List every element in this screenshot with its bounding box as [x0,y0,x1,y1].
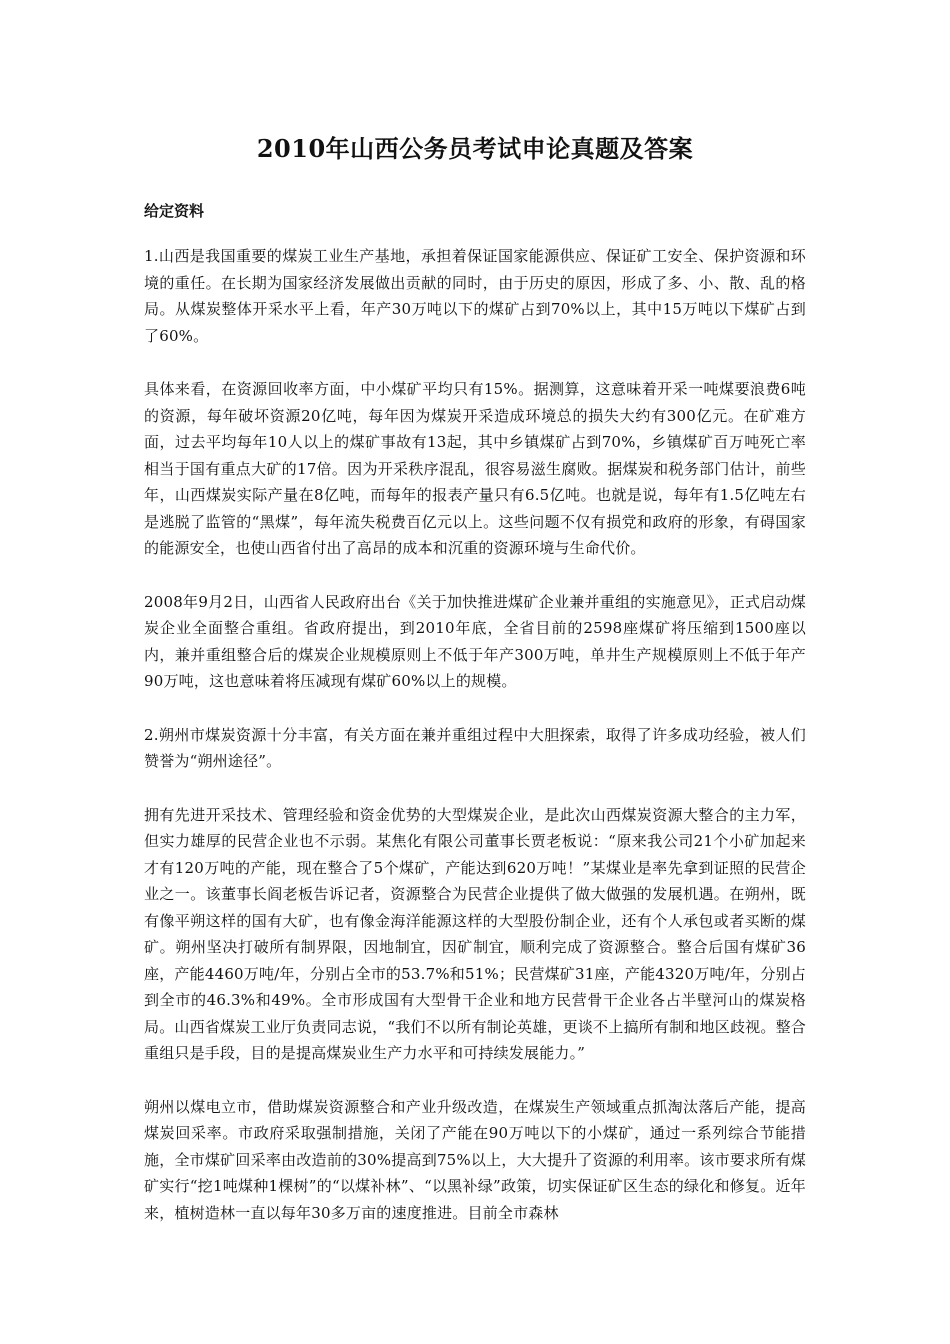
paragraph-6: 朔州以煤电立市，借助煤炭资源整合和产业升级改造，在煤炭生产领域重点抓淘汰落后产能，提高煤炭回采率。市政府采取强制措施，关闭了产能在90万吨以下的小煤矿，通过一系列综合节能措施，全市煤矿回采率由改造前的30%提高到75%以上，大大提升了资源的利用率。该市要求所有煤矿实行“挖1吨煤种1棵树”的“以煤补林”、“以黑补绿”政策，切实保证矿区生态的绿化和修复。近年来，植树造林一直以每年30多万亩的速度推进。目前全市森林 [144,1097,806,1222]
paragraph-4: 2.朔州市煤炭资源十分丰富，有关方面在兼并重组过程中大胆探索，取得了许多成功经验，被人们赞誉为“朔州途径”。 [144,725,806,770]
paragraph-2: 具体来看，在资源回收率方面，中小煤矿平均只有15%。据测算，这意味着开采一吨煤要浪费6吨的资源，每年破坏资源20亿吨，每年因为煤炭开采造成环境总的损失大约有300亿元。在矿难方面，过去平均每年10人以上的煤矿事故有13起，其中乡镇煤矿占到70%，乡镇煤矿百万吨死亡率相当于国有重点大矿的17倍。因为开采秩序混乱，很容易滋生腐败。据煤炭和税务部门估计，前些年，山西煤炭实际产量在8亿吨，而每年的报表产量只有6.5亿吨。也就是说，每年有1.5亿吨左右是逃脱了监管的“黑煤”，每年流失税费百亿元以上。这些问题不仅有损党和政府的形象，有碍国家的能源安全，也使山西省付出了高昂的成本和沉重的资源环境与生命代价。 [144,380,806,557]
paragraph-1: 1.山西是我国重要的煤炭工业生产基地，承担着保证国家能源供应、保证矿工安全、保护资源和环境的重任。在长期为国家经济发展做出贡献的同时，由于历史的原因，形成了多、小、散、乱的格局。从煤炭整体开采水平上看，年产30万吨以下的煤矿占到70%以上，其中15万吨以下煤矿占到了60%。 [144,247,806,345]
paragraph-3: 2008年9月2日，山西省人民政府出台《关于加快推进煤矿企业兼并重组的实施意见》，正式启动煤炭企业全面整合重组。省政府提出，到2010年底，全省目前的2598座煤矿将压缩到1500座以内，兼并重组整合后的煤炭企业规模原则上不低于年产300万吨，单井生产规模原则上不低于年产90万吨，这也意味着将压减现有煤矿60%以上的规模。 [144,592,806,690]
section-heading: 给定资料 [144,202,205,220]
document-title: 2010年山西公务员考试申论真题及答案 [256,134,694,163]
document-body [144,243,806,1253]
paragraph-5: 拥有先进开采技术、管理经验和资金优势的大型煤炭企业，是此次山西煤炭资源大整合的主力军，但实力雄厚的民营企业也不示弱。某焦化有限公司董事长贾老板说：“原来我公司21个小矿加起来才有120万吨的产能，现在整合了5个煤矿，产能达到620万吨！”某煤业是率先拿到证照的民营企业之一。该董事长阎老板告诉记者，资源整合为民营企业提供了做大做强的发展机遇。在朔州，既有像平朔这样的国有大矿，也有像金海洋能源这样的大型股份制企业，还有个人承包或者买断的煤矿。朔州坚决打破所有制界限，因地制宜，因矿制宜，顺利完成了资源整合。整合后国有煤矿36座，产能4460万吨/年，分别占全市的53.7%和51%；民营煤矿31座，产能4320万吨/年，分别占到全市的46.3%和49%。全市形成国有大型骨干企业和地方民营骨干企业各占半壁河山的煤炭格局。山西省煤炭工业厅负责同志说，“我们不以所有制论英雄，更谈不上搞所有制和地区歧视。整合重组只是手段，目的是提高煤炭业生产力水平和可持续发展能力。” [144,805,806,1062]
